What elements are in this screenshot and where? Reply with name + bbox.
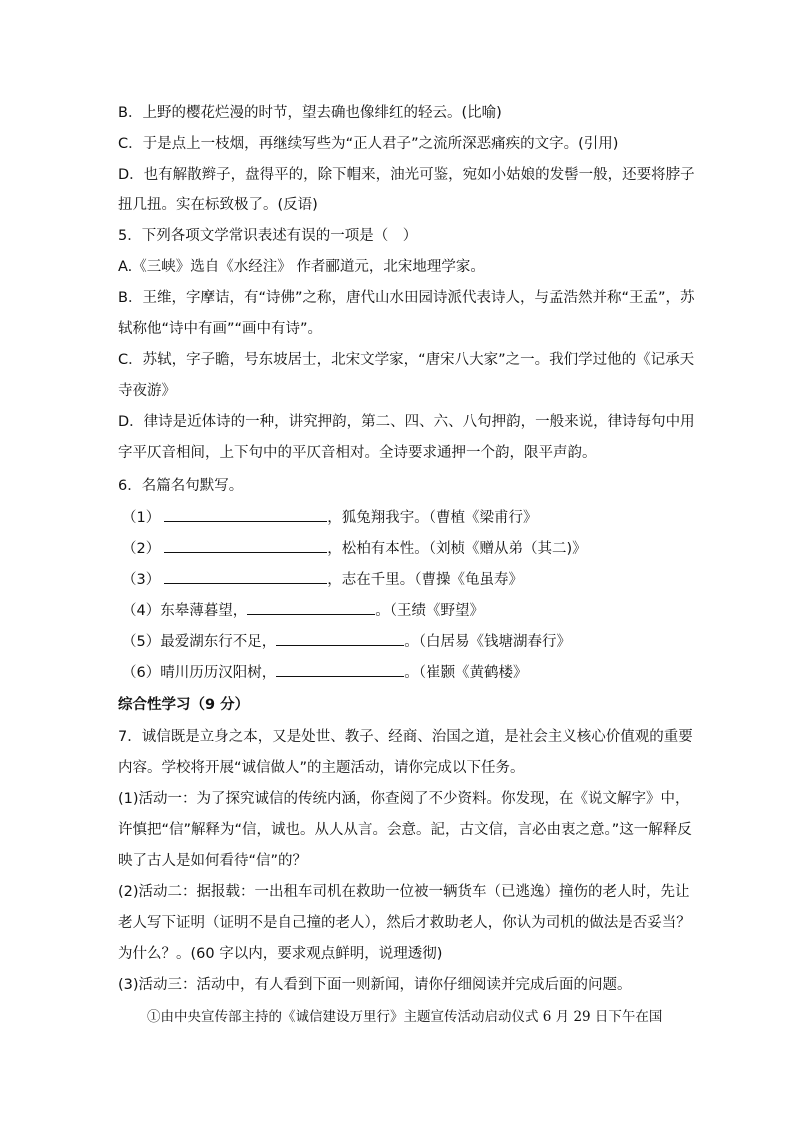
fill-item-6 [122, 662, 527, 683]
fill-before: 东皋薄暮望， [160, 603, 248, 619]
fill-label: （5） [122, 634, 161, 650]
question-7-line2: 内容。学校将开展“诚信做人”的主题活动，请你完成以下任务。 [118, 760, 525, 776]
activity-1-line2: 许慎把“信”解释为“信，诚也。从人从言。会意。記，古文信，言必由衷之意。”这一解释反 [118, 822, 692, 838]
fill-label: （2） [122, 541, 161, 557]
fill-item-5 [122, 631, 571, 652]
fill-after: ，志在千里。（曹操《龟虽寿》 [327, 572, 523, 588]
activity-1-line3: 映了古人是如何看待“信”的？ [118, 853, 308, 869]
section-title: 综合性学习（9 分） [118, 697, 250, 713]
answer-blank[interactable] [247, 600, 375, 615]
option-d-irony-line2: 扭几扭。实在标致极了。(反语) [118, 197, 318, 213]
q5-option-b-line2: 轼称他“诗中有画”“画中有诗”。 [118, 321, 323, 337]
fill-after: 。（崔颢《黄鹤楼》 [404, 665, 528, 681]
activity-2-line2: 老人写下证明（证明不是自己撞的老人），然后才救助老人，你认为司机的做法是否妥当？ [118, 915, 691, 931]
q5-option-c-line1: C．苏轼，字子瞻，号东坡居士，北宋文学家，“唐宋八大家”之一。我们学过他的《记承天 [118, 352, 695, 368]
option-c-quotation: C．于是点上一枝烟，再继续写些为“正人君子”之流所深恶痛疾的文字。(引用) [118, 136, 619, 152]
question-7-line1: 7．诚信既是立身之本，又是处世、教子、经商、治国之道，是社会主义核心价值观的重要 [118, 729, 693, 745]
option-d-irony-line1: D．也有解散辫子，盘得平的，除下帽来，油光可鉴，宛如小姑娘的发髻一般，还要将脖子 [118, 167, 695, 183]
fill-after: ，狐兔翔我宇。（曹植《梁甫行》 [327, 510, 538, 526]
fill-label: （1） [122, 510, 161, 526]
fill-before: 晴川历历汉阳树， [160, 665, 277, 681]
fill-item-3 [122, 569, 523, 590]
fill-label: （4） [122, 603, 161, 619]
q5-option-d-line1: D．律诗是近体诗的一种，讲究押韵，第二、四、六、八句押韵，一般来说，律诗每句中用 [118, 414, 695, 430]
fill-after: 。（白居易《钱塘湖春行》 [404, 634, 571, 650]
answer-blank[interactable] [164, 538, 327, 553]
activity-3: (3)活动三：活动中，有人看到下面一则新闻，请你仔细阅读并完成后面的问题。 [118, 977, 632, 993]
q5-option-b-line1: B．王维，字摩诘，有“诗佛”之称，唐代山水田园诗派代表诗人，与孟浩然并称“王孟”，苏 [118, 290, 695, 306]
option-b-metaphor: B．上野的樱花烂漫的时节，望去确也像绯红的轻云。(比喻) [118, 105, 502, 121]
fill-label: （3） [122, 572, 161, 588]
fill-label: （6） [122, 665, 161, 681]
activity-2-line1: (2)活动二：据报载：一出租车司机在救助一位被一辆货车（已逃逸）撞伤的老人时，先让 [118, 884, 690, 900]
answer-blank[interactable] [164, 569, 327, 584]
q5-option-c-line2: 寺夜游》 [118, 383, 176, 399]
fill-after: 。（王绩《野望》 [375, 603, 484, 619]
answer-blank[interactable] [164, 507, 327, 522]
fill-item-1 [122, 507, 537, 528]
question-5: 5．下列各项文学常识表述有误的一项是（ ） [118, 228, 418, 244]
answer-blank[interactable] [276, 631, 404, 646]
q5-option-d-line2: 字平仄音相间，上下句中的平仄音相对。全诗要求通押一个韵，限平声韵。 [118, 445, 597, 461]
fill-before: 最爱湖东行不足， [160, 634, 277, 650]
question-6: 6．名篇名句默写。 [118, 478, 244, 494]
answer-blank[interactable] [276, 662, 404, 677]
activity-1-line1: (1)活动一：为了探究诚信的传统内涵，你查阅了不少资料。你发现，在《说文解字》中， [118, 791, 690, 807]
news-excerpt: ①由中央宣传部主持的《诚信建设万里行》主题宣传活动启动仪式 6 月 29 日下午在国 [147, 1009, 663, 1025]
activity-2-line3: 为什么？。(60 字以内，要求观点鲜明，说理透彻) [118, 946, 443, 962]
q5-option-a: A.《三峡》选自《水经注》 作者郦道元，北宋地理学家。 [118, 259, 485, 275]
fill-item-4 [122, 600, 484, 621]
fill-item-2 [122, 538, 587, 559]
fill-after: ，松柏有本性。（刘桢《赠从弟（其二)》 [327, 541, 587, 557]
